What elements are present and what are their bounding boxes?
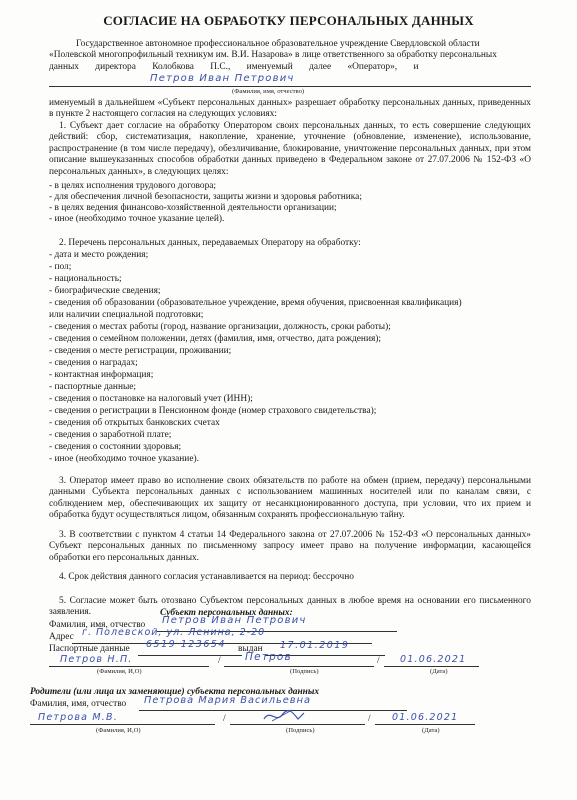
parents-block-title: Родители (или лица их заменяющие) субъекта персональных данных — [30, 687, 320, 697]
p2-item: - сведения о месте регистрации, проживании; — [49, 346, 232, 356]
paragraph-5: 5. Согласие может быть отозвано Субъектом персональных данных в любое время на основании его письменного заявления. — [49, 596, 531, 618]
p2-item: - пол; — [49, 262, 72, 272]
parent-short-name-underline — [30, 724, 215, 725]
paragraph-3: 3. Оператор имеет право во исполнение своих обязательств по работе на обмен (прием, передачу) персональными данными Субъекта персональных данных с использованием машинных носителей или по каналам связи, с соблюдением мер, обеспечивающих их защиту от несанкционированного доступа, при условии, что их прием и обработка будут осуществляться лицом, обязанным сохранять профессиональную тайну. — [49, 476, 531, 521]
quote-mark: / — [223, 714, 226, 724]
caption-signature: (Подпись) — [290, 668, 319, 675]
address-handwritten: г. Полевской, ул. Ленина, 2-20 — [82, 627, 266, 638]
intro-line-3: данных директора Колобкова П.С., именуемый далее «Оператор», и — [49, 62, 419, 72]
document-title: СОГЛАСИЕ НА ОБРАБОТКУ ПЕРСОНАЛЬНЫХ ДАННЫХ — [103, 13, 474, 28]
issued-label: выдан — [238, 644, 263, 654]
short-name-underline — [49, 666, 209, 667]
paragraph-3b: 3. В соответствии с пунктом 4 статьи 14 Федерального закона от 27.07.2006 № 152-ФЗ «О персональных данных» Субъект персональных данных по письменному запросу имеет право на получение информации, касающейся обработки его персональных данных. — [49, 530, 531, 563]
fio-caption: (Фамилия, имя, отчество) — [232, 88, 305, 95]
intro-line-2: «Полевской многопрофильный техникум им. В.И. Назарова» в лице ответственного за обработку персональных — [49, 50, 497, 60]
parent-fio-handwritten: Петрова Мария Васильевна — [144, 695, 311, 706]
caption-signature: (Подпись) — [286, 727, 315, 734]
p2-item: - сведения об открытых банковских счетах — [49, 418, 220, 428]
paragraph-1: 1. Субъект дает согласие на обработку Оператором своих персональных данных, то есть совершение следующих действий: сбор, систематизация, накопление, хранение, уточнение (обновление, изменение), использование, распространение (в том числе передачу), обезличивание, блокирование, уничтожение персональных данных, при этом описание вышеуказанных способов обработки данных приведено в Федеральном законе от 27.07.2006 № 152-ФЗ «О персональных данных», в следующих целях: — [49, 121, 531, 177]
caption-fio-short: (Фамилия, И,О) — [96, 727, 141, 734]
subject-name-handwritten: Петров Иван Петрович — [150, 73, 295, 84]
parent-signature-mark — [262, 707, 306, 725]
subject-short-name-handwritten: Петров Н.П. — [60, 654, 133, 665]
passport-underline — [138, 655, 242, 656]
issued-handwritten: 17.01.2019 — [280, 640, 350, 651]
p1-item: - для обеспечения личной безопасности, защиты жизни и здоровья работника; — [49, 192, 362, 202]
passport-handwritten: 6519 123654 — [146, 639, 226, 650]
quote-mark: / — [218, 656, 221, 666]
p2-item: - сведения о заработной плате; — [49, 430, 172, 440]
p2-item: - национальность; — [49, 274, 122, 284]
subject-signature-handwritten: Петров — [245, 651, 292, 663]
subject-block-title: Субъект персональных данных: — [160, 608, 293, 618]
p2-item: - иное (необходимо точное указание). — [49, 454, 199, 464]
p1-item: - иное (необходимо точное указание целей). — [49, 214, 225, 224]
p2-item: или наличии специальной подготовки; — [49, 310, 204, 320]
p2-item: - сведения о наградах; — [49, 358, 138, 368]
p1-item: - в целях исполнения трудового договора; — [49, 181, 217, 191]
caption-fio-short: (Фамилия, И,О) — [97, 668, 142, 675]
p2-item: - сведения о состоянии здоровья; — [49, 442, 182, 452]
intro-line-1: Государственное автономное профессиональное образовательное учреждение Свердловской области — [76, 39, 480, 49]
p2-item: - контактная информация; — [49, 370, 154, 380]
parent-date-underline — [375, 724, 475, 725]
paragraph-2-heading: 2. Перечень персональных данных, передаваемых Оператору на обработку: — [59, 238, 361, 248]
address-label: Адрес — [49, 632, 74, 642]
p2-item: - паспортные данные; — [49, 382, 137, 392]
passport-label: Паспортные данные — [49, 644, 130, 654]
parent-date-handwritten: 01.06.2021 — [392, 712, 459, 723]
p2-item: - сведения о регистрации в Пенсионном фонде (номер страхового свидетельства); — [49, 406, 377, 416]
p1-item: - в целях ведения финансово-хозяйственной деятельности организации; — [49, 203, 337, 213]
fio-label: Фамилия, имя, отчество — [49, 620, 146, 630]
subject-name-underline — [49, 86, 531, 87]
p2-item: - биографические сведения; — [49, 286, 161, 296]
fio-handwritten: Петров Иван Петрович — [162, 615, 307, 626]
p2-item: - сведения о постановке на налоговый учет (ИНН); — [49, 394, 253, 404]
parent-short-name-handwritten: Петрова М.В. — [38, 712, 118, 723]
paragraph-4: 4. Срок действия данного согласия устанавливается на период: бессрочно — [59, 572, 354, 582]
caption-date: (Дата) — [422, 727, 440, 734]
p2-item: - сведения об образовании (образовательное учреждение, время обучения, присвоенная квалификация) — [49, 298, 462, 308]
quote-mark: / — [368, 714, 371, 724]
date-underline — [384, 666, 479, 667]
caption-date: (Дата) — [430, 668, 448, 675]
p2-item: - сведения о местах работы (город, название организации, должность, сроки работы); — [49, 322, 391, 332]
subject-date-handwritten: 01.06.2021 — [400, 654, 467, 665]
p2-item: - сведения о семейном положении, детях (фамилия, имя, отчество, дата рождения); — [49, 334, 381, 344]
signature-underline — [224, 666, 374, 667]
parent-fio-label: Фамилия, имя, отчество — [30, 699, 127, 709]
quote-mark: / — [377, 656, 380, 666]
intro-continuation: именуемый в дальнейшем «Субъект персональных данных» разрешает обработку персональных данных, приведенных в пункте 2 настоящего согласия на следующих условиях: — [49, 98, 531, 120]
p2-item: - дата и место рождения; — [49, 250, 149, 260]
